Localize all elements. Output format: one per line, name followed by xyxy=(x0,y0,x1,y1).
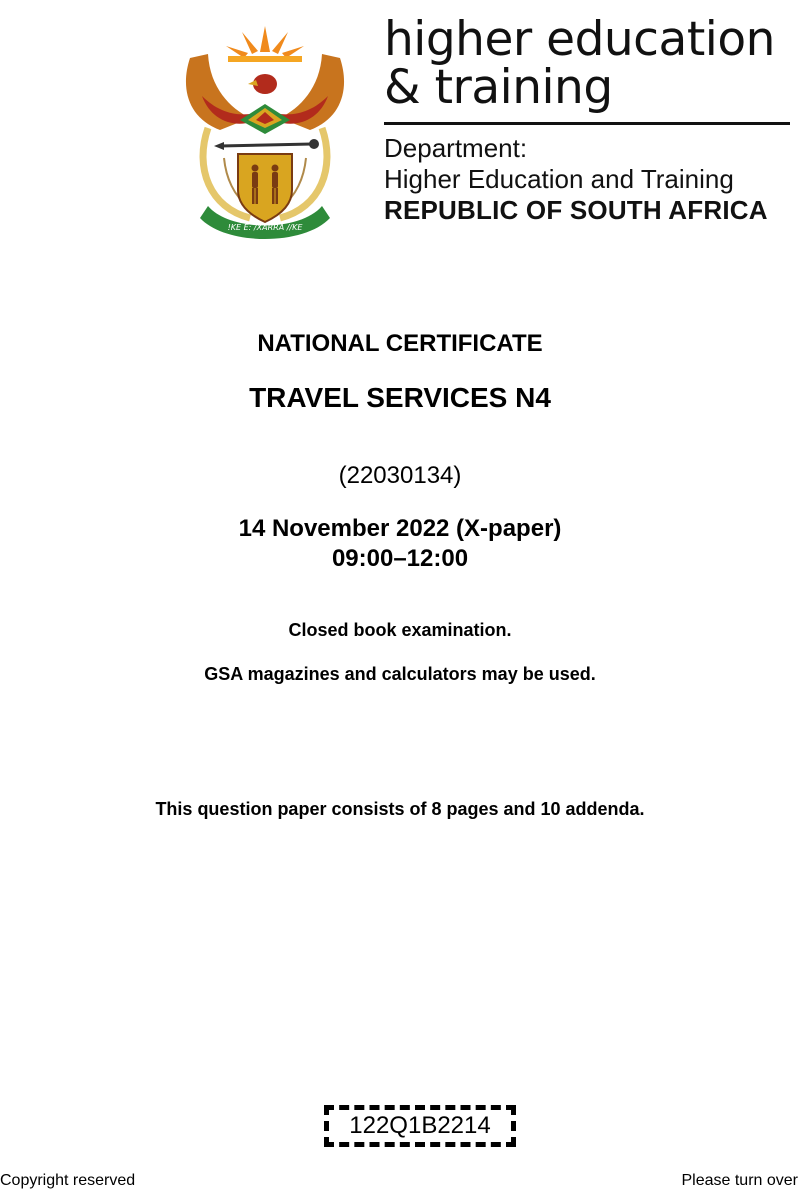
subject-title: TRAVEL SERVICES N4 xyxy=(249,382,551,413)
subject-code: (22030134) xyxy=(338,462,462,489)
department-name: Higher Education and Training xyxy=(384,164,734,194)
copyright-notice: Copyright reserved xyxy=(0,1172,136,1189)
turn-over-notice: Please turn over xyxy=(681,1172,798,1189)
closed-book-notice: Closed book examination. xyxy=(288,620,512,640)
paper-code-box xyxy=(324,1105,516,1147)
paper-info: This question paper consists of 8 pages and 10 addenda. xyxy=(155,799,645,819)
brand-line-2: & training xyxy=(384,60,613,115)
coat-of-arms-icon xyxy=(180,18,350,240)
exam-time: 09:00–12:00 xyxy=(331,545,469,572)
brand-divider xyxy=(384,122,790,125)
exam-schedule xyxy=(0,514,800,574)
brand-line-1: higher education xyxy=(384,12,775,67)
department-label: Department: xyxy=(384,133,528,163)
country-name: REPUBLIC OF SOUTH AFRICA xyxy=(384,195,768,225)
exam-date: 14 November 2022 (X-paper) xyxy=(238,515,562,542)
allowed-materials-notice: GSA magazines and calculators may be used. xyxy=(204,664,596,684)
certificate-title: NATIONAL CERTIFICATE xyxy=(257,330,543,357)
motto-text: !KE E: /XARRA //KE xyxy=(227,223,303,232)
department-brand xyxy=(384,14,792,226)
paper-code: 122Q1B2214 xyxy=(349,1112,491,1139)
